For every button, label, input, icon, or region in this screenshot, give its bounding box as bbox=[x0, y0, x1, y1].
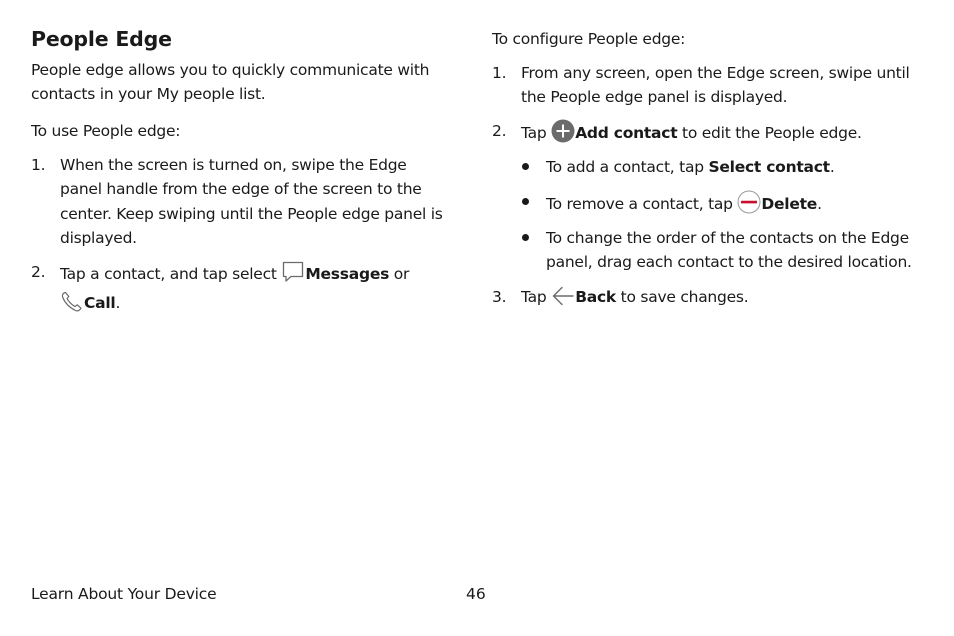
phone-icon bbox=[60, 291, 84, 320]
bullet-add-contact bbox=[522, 155, 932, 179]
step-number: 2. bbox=[492, 122, 507, 140]
back-arrow-icon bbox=[551, 285, 575, 314]
step-line: displayed. bbox=[60, 228, 137, 247]
bullet-text: To add a contact, tap bbox=[546, 158, 709, 176]
config-step-2 bbox=[492, 119, 932, 150]
bullet-dot bbox=[522, 163, 529, 170]
period: . bbox=[817, 195, 822, 213]
messages-label: Messages bbox=[305, 265, 390, 283]
bullet-text: To remove a contact, tap bbox=[546, 195, 733, 213]
or-text: or bbox=[389, 265, 410, 283]
page-number: 46 bbox=[466, 585, 486, 603]
add-contact-label: Add contact bbox=[575, 124, 678, 142]
period: . bbox=[115, 294, 121, 313]
step-line: From any screen, open the Edge screen, swipe until bbox=[521, 64, 910, 82]
step-number: 2. bbox=[31, 263, 46, 281]
footer-section-title: Learn About Your Device bbox=[31, 585, 217, 603]
bullet-reorder-contacts bbox=[522, 226, 932, 275]
back-label: Back bbox=[575, 288, 616, 306]
use-heading: To use People edge: bbox=[31, 122, 181, 140]
use-step-1 bbox=[31, 153, 461, 250]
step-line: center. Keep swiping until the People edge panel is bbox=[60, 204, 443, 223]
config-step-1 bbox=[492, 61, 932, 110]
speech-bubble-icon bbox=[281, 260, 305, 291]
bullet-line: panel, drag each contact to the desired location. bbox=[546, 253, 912, 272]
period: . bbox=[829, 158, 835, 176]
tap-text: Tap bbox=[521, 124, 547, 142]
delete-label: Delete bbox=[761, 195, 818, 213]
call-label: Call bbox=[84, 294, 116, 313]
step-text: to edit the People edge. bbox=[677, 124, 862, 142]
intro-line-1: People edge allows you to quickly communicate with bbox=[31, 61, 430, 79]
minus-circle-icon bbox=[737, 190, 761, 221]
page-title: People Edge bbox=[31, 27, 172, 51]
step-line: panel handle from the edge of the screen to the bbox=[60, 180, 422, 199]
config-heading: To configure People edge: bbox=[492, 30, 686, 48]
tap-text: Tap bbox=[521, 288, 547, 306]
bullet-dot bbox=[522, 234, 529, 241]
step-text: Tap a contact, and tap select bbox=[60, 265, 277, 283]
use-step-2 bbox=[31, 260, 461, 321]
step-line: When the screen is turned on, swipe the Edge bbox=[60, 156, 407, 174]
intro-line-2: contacts in your My people list. bbox=[31, 85, 266, 104]
step-number: 3. bbox=[492, 288, 507, 306]
step-text: to save changes. bbox=[615, 288, 749, 306]
intro-paragraph bbox=[31, 58, 429, 107]
bullet-line: To change the order of the contacts on the Edge bbox=[546, 229, 909, 247]
step-number: 1. bbox=[31, 156, 46, 174]
bullet-dot bbox=[522, 198, 529, 205]
bullet-remove-contact bbox=[522, 190, 932, 221]
step-number: 1. bbox=[492, 64, 507, 82]
plus-circle-icon bbox=[551, 119, 575, 150]
config-step-3 bbox=[492, 285, 932, 314]
step-line: the People edge panel is displayed. bbox=[521, 88, 788, 107]
select-contact-label: Select contact bbox=[708, 158, 830, 176]
